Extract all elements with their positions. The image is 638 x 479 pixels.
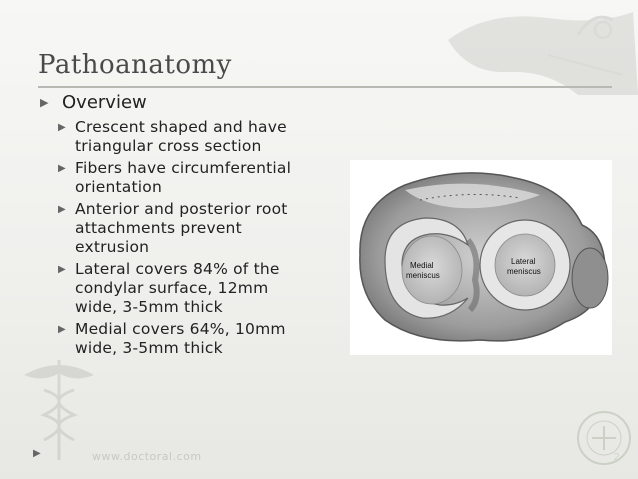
bullet-arrow-icon: ▶ [58, 264, 66, 275]
slide-title: Pathoanatomy [38, 50, 232, 80]
sub-bullet-item [58, 200, 298, 257]
sub-bullet-text: Lateral covers 84% of the condylar surface, 12mm wide, 3-5mm thick [75, 260, 280, 316]
surgical-hand-watermark-icon [428, 0, 638, 95]
bullet-arrow-icon: ▶ [58, 163, 66, 174]
label-medial-line1: Medial [410, 261, 434, 270]
title-divider [38, 86, 612, 88]
meniscus-figure [350, 160, 612, 355]
sub-bullet-list [58, 118, 298, 361]
sub-bullet-item [58, 118, 298, 156]
footer-url: www.doctoral.com [92, 450, 202, 463]
bullet-arrow-icon: ▶ [58, 204, 66, 215]
bullet-overview [40, 92, 147, 113]
bullet-arrow-icon: ▶ [40, 96, 49, 109]
meniscus-illustration [350, 160, 612, 355]
bullet-arrow-icon: ▶ [58, 324, 66, 335]
label-medial-line2: meniscus [406, 271, 440, 280]
sub-bullet-text: Medial covers 64%, 10mm wide, 3-5mm thick [75, 320, 286, 357]
sub-bullet-text: Crescent shaped and have triangular cross section [75, 118, 287, 155]
page-number: 2 [613, 452, 620, 463]
hospital-seal-watermark-icon [574, 408, 634, 468]
footer-bullet-arrow-icon: ▶ [33, 448, 41, 459]
sub-bullet-item [58, 260, 298, 317]
sub-bullet-text: Anterior and posterior root attachments prevent extrusion [75, 200, 288, 256]
label-lateral-line2: meniscus [507, 267, 541, 276]
bullet-arrow-icon: ▶ [58, 122, 66, 133]
caduceus-watermark-icon [14, 355, 104, 465]
label-lateral-line1: Lateral [511, 257, 536, 266]
sub-bullet-item [58, 159, 298, 197]
sub-bullet-item [58, 320, 298, 358]
bullet-overview-label: Overview [62, 92, 147, 113]
sub-bullet-text: Fibers have circumferential orientation [75, 159, 292, 196]
